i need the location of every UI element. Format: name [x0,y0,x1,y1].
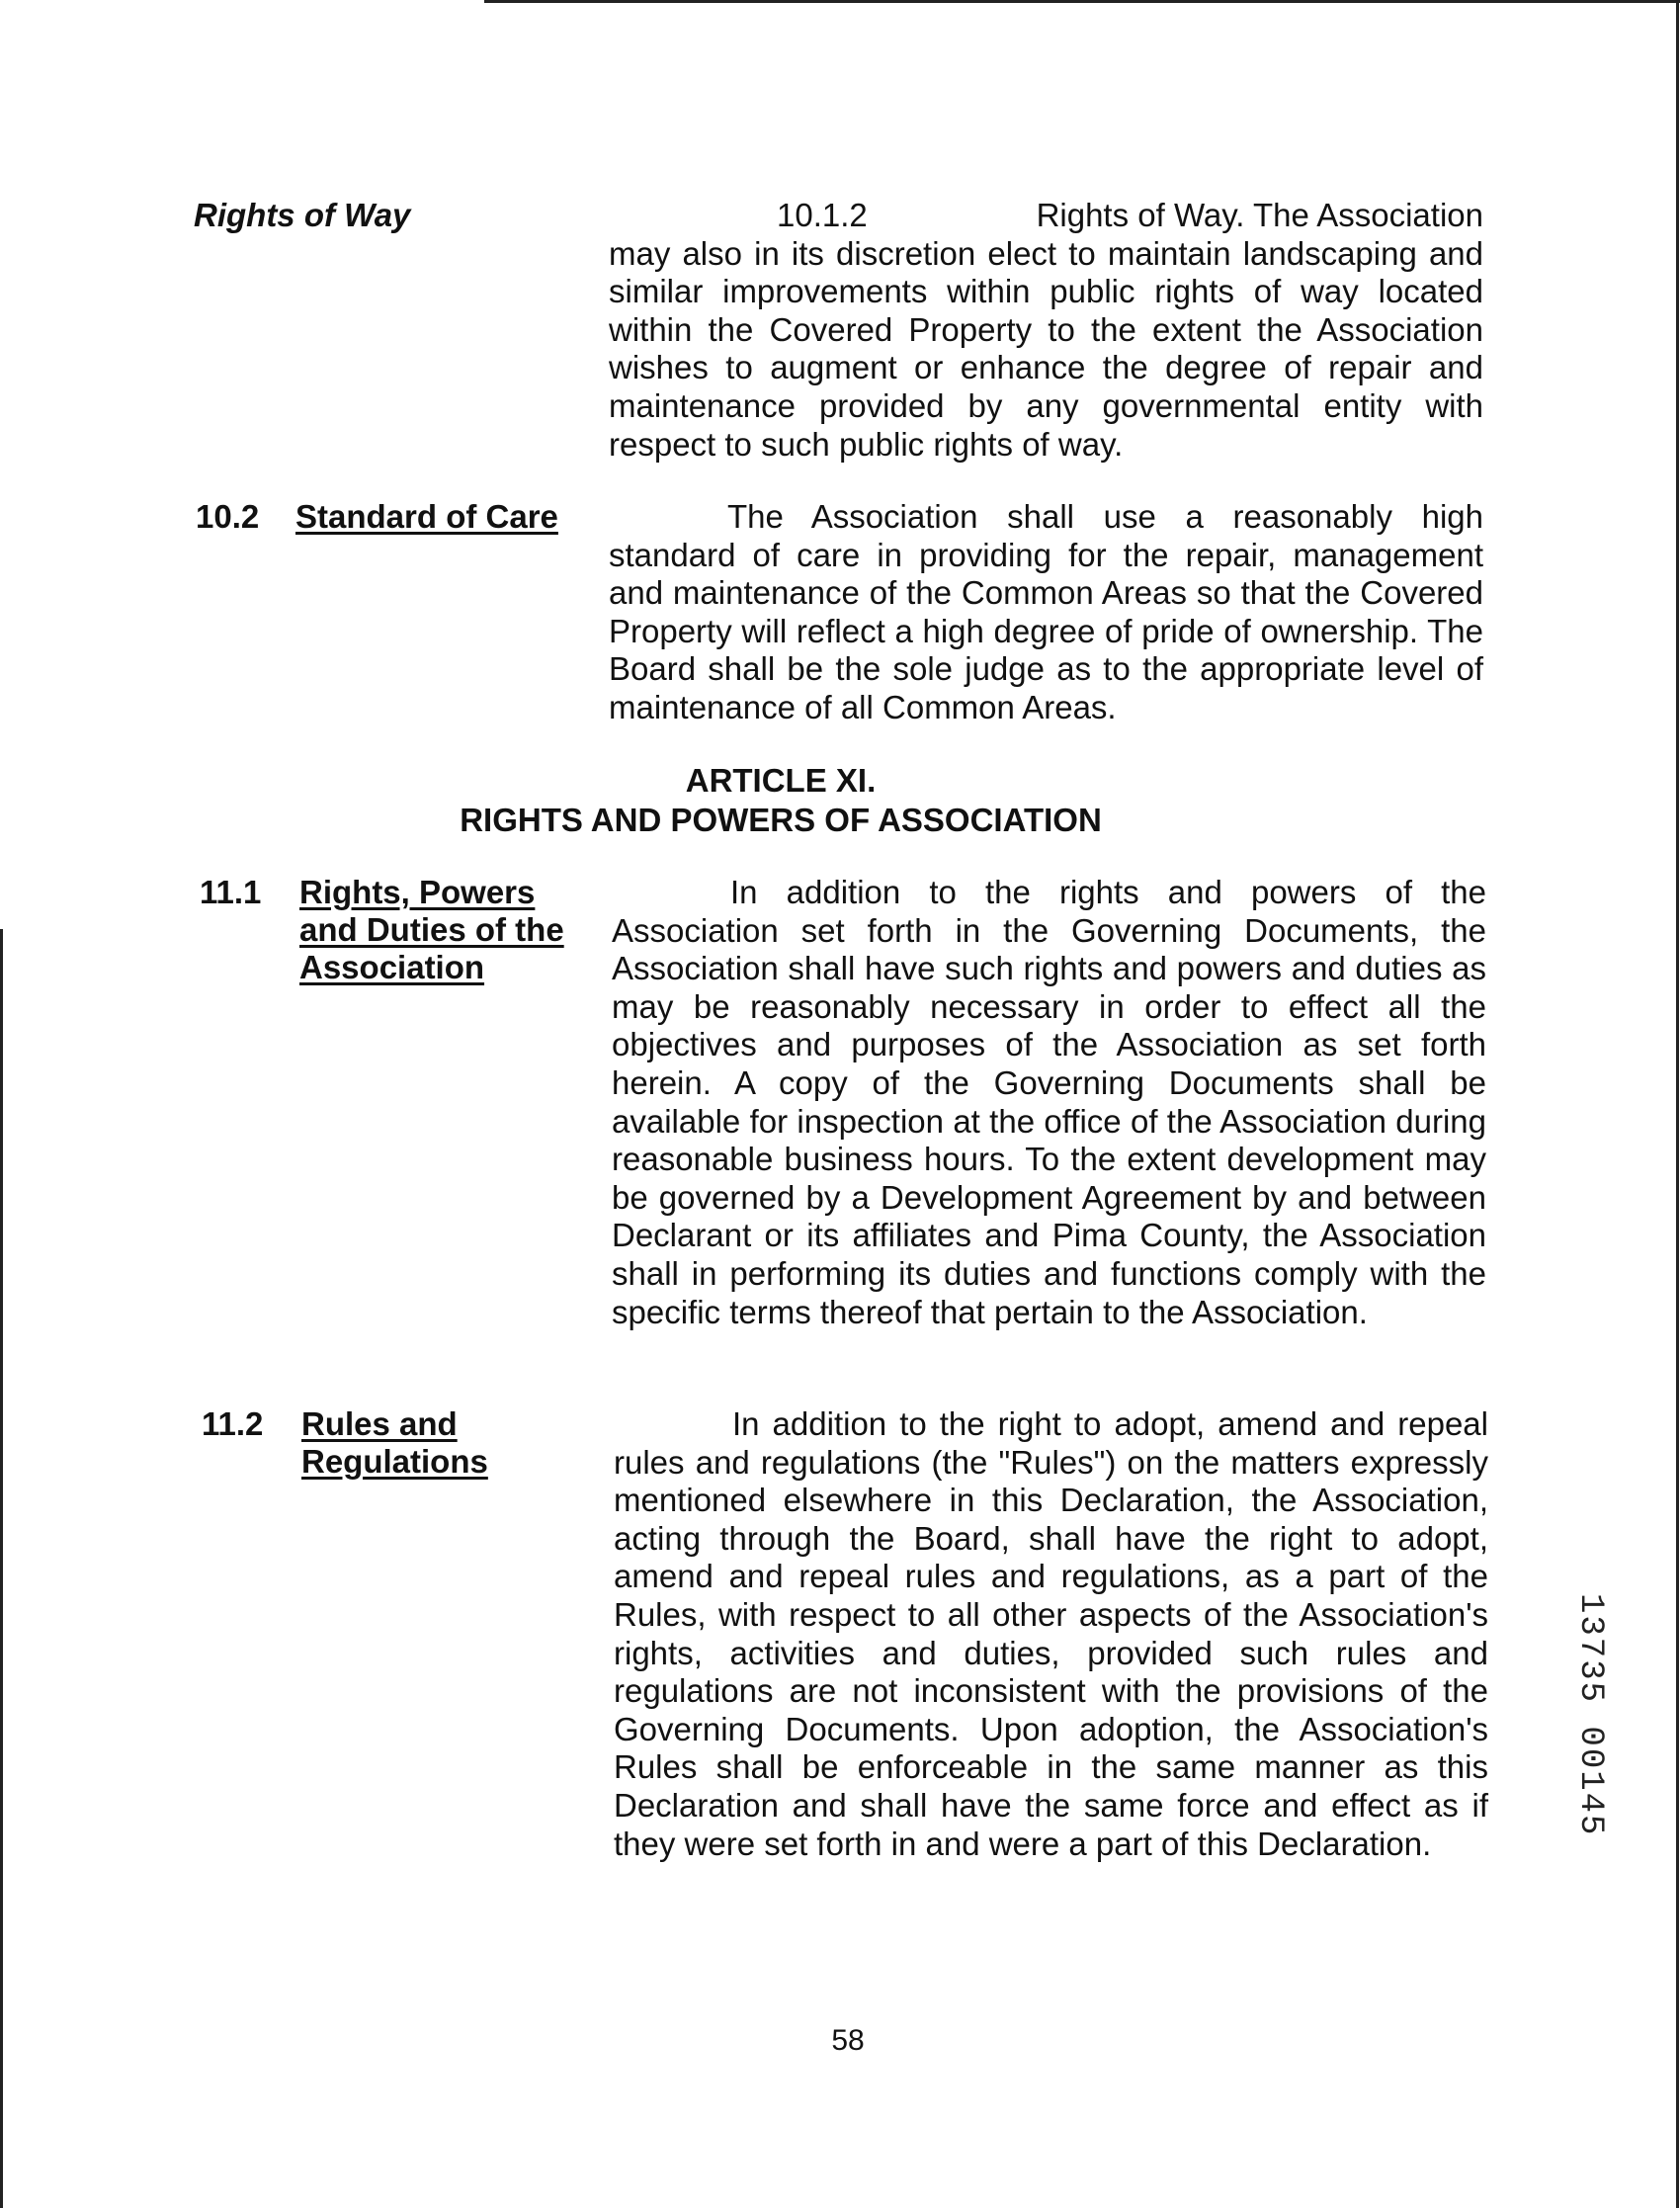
section-11-2-number: 11.2 [202,1405,264,1442]
section-11-1-number: 11.1 [200,874,262,910]
article-heading [0,761,1680,840]
scan-edge-top [484,0,1680,3]
scan-edge-right [1676,0,1679,2208]
article-title: RIGHTS AND POWERS OF ASSOCIATION [460,802,1102,838]
recording-stamp [1571,1593,1609,1860]
section-11-1-paragraph: In addition to the rights and powers of the Association set forth in the Governing Documents, the Association shall have such rights and powers and duties as may be reasonably necessary in order to effect all the objectives and purposes of the Association as set forth herein. A copy of the Governing Documents shall be available for inspection at the office of the Association during reasonable business hours. To the extent development may be governed by a Development Agreement by and between Declarant or its affiliates and Pima County, the Association shall in performing its duties and functions comply with the specific terms thereof that pertain to the Association. [612,874,1486,1330]
section-11-1-title: Rights, Powers and Duties of the Association [299,874,564,985]
section-10-2-title: Standard of Care [295,498,558,535]
section-10-1-2-body-block [609,197,1483,464]
scan-edge-left [0,929,3,2208]
section-10-1-2-number: 10.1.2 [777,197,868,233]
margin-label-rights-of-way: Rights of Way [194,197,411,233]
section-10-2-number: 10.2 [196,498,260,535]
section-10-1-2-paragraph: may also in its discretion elect to maintain landscaping and similar improvements within public rights of way located within the Covered Property to the extent the Association wishes to augment or enhance the degree of repair and maintenance provided by any governmental entity with respect to such public rights of way. [609,234,1483,463]
recording-stamp-text: 13735 00145 [1571,1593,1609,1837]
section-10-2-paragraph: The Association shall use a reasonably high standard of care in providing for the repair, management and maintenance of the Common Areas so that the Covered Property will reflect a high degree of pride of ownership. The Board shall be the sole judge as to the appropriate level of maintenance of all Common Areas. [609,498,1483,725]
article-number: ARTICLE XI. [685,762,877,799]
section-10-1-2-first-line [609,197,1483,235]
section-11-2-title: Rules and Regulations [301,1405,488,1480]
section-11-2-paragraph: In addition to the right to adopt, amend and repeal rules and regulations (the "Rules") on the matters expressly mentioned elsewhere in this Declaration, the Association, acting through the Board, shall have the right to adopt, amend and repeal rules and regulations, as a part of the Rules, with respect to all other aspects of the Association's rights, activities and duties, provided such rules and regulations are not inconsistent with the provisions of the Governing Documents. Upon adoption, the Association's Rules shall be enforceable in the same manner as this Declaration and shall have the same force and effect as if they were set forth in and were a part of this Declaration. [614,1405,1488,1862]
page-number: 58 [831,2024,865,2057]
section-10-1-2-lead-text: Rights of Way. The Association [1036,197,1483,233]
